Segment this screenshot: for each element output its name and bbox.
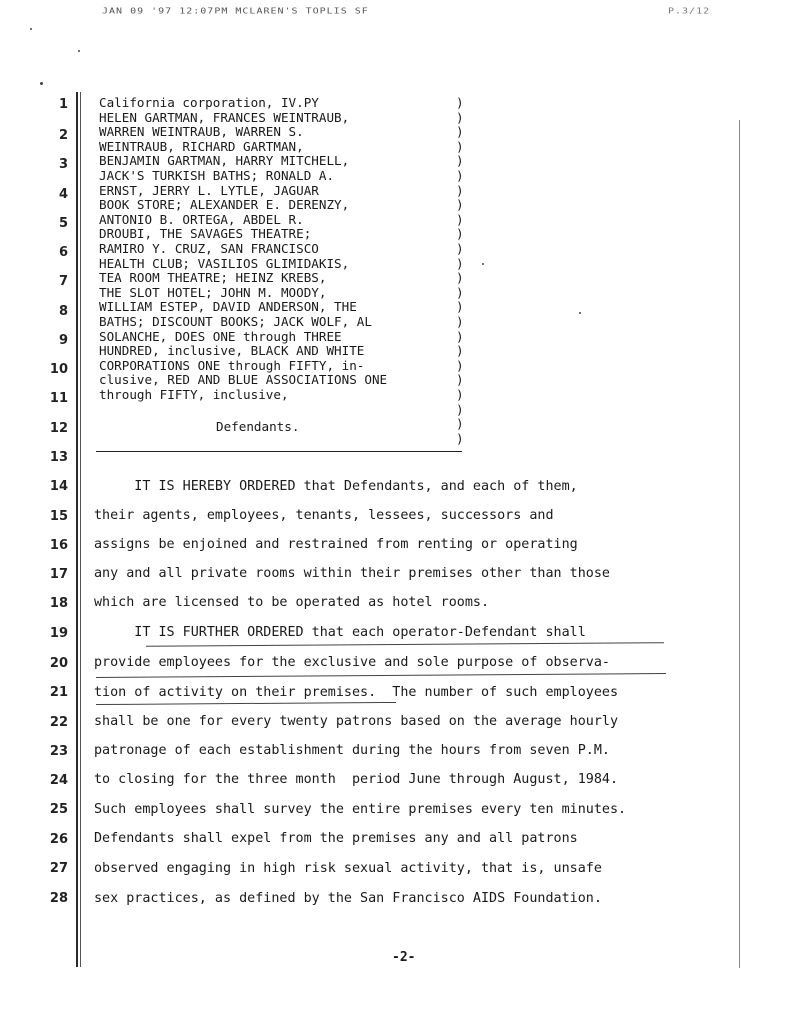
scan-speck [78,50,80,52]
body-line: sex practices, as defined by the San Francisco AIDS Foundation. [94,891,602,906]
pen-underline [96,673,666,678]
caption-paren: ) [456,284,464,300]
line-number: 10 [49,362,68,377]
body-line: Such employees shall survey the entire premises every ten minutes. [94,802,627,817]
caption-line: DROUBI, THE SAVAGES THEATRE; [99,226,312,242]
fax-header: JAN 09 '97 12:07PM MCLAREN'S TOPLIS SF [102,7,369,16]
line-number: 3 [58,157,68,172]
body-line: shall be one for every twenty patrons based on the average hourly [94,714,619,729]
caption-paren: ) [456,109,464,125]
body-line: observed engaging in high risk sexual activity, that is, unsafe [94,861,602,876]
caption-paren: ) [456,270,464,286]
body-line: provide employees for the exclusive and sole purpose of observa- [94,655,610,670]
body-line: any and all private rooms within their premises other than those [94,566,610,581]
line-number: 26 [49,832,68,847]
body-line: which are licensed to be operated as hotel rooms. [94,595,490,610]
line-number: 9 [58,333,68,348]
line-number: 1 [58,97,68,112]
caption-paren: ) [456,95,464,110]
caption-line: ERNST, JERRY L. LYTLE, JAGUAR [99,182,319,198]
scan-speck [40,82,43,85]
scan-speck [482,263,484,265]
scan-speck [579,312,581,314]
caption-paren: ) [456,168,464,183]
caption-line: HEALTH CLUB; VASILIOS GLIMIDAKIS, [99,255,350,271]
line-number: 12 [49,421,68,436]
caption-paren: ) [456,241,464,256]
line-number: 22 [49,715,68,730]
left-margin-rule [76,92,78,967]
caption-paren: ) [456,401,464,417]
line-number: 13 [49,450,68,465]
body-line: their agents, employees, tenants, lessees, successors and [94,508,554,523]
caption-line: HUNDRED, inclusive, BLACK AND WHITE [99,343,365,359]
line-number: 2 [58,128,68,143]
body-line: Defendants shall expel from the premises any and all patrons [94,831,578,846]
caption-line: THE SLOT HOTEL; JOHN M. MOODY, [99,284,327,300]
caption-paren: ) [456,226,464,242]
line-number: 27 [49,861,68,876]
caption-line: BOOK STORE; ALEXANDER E. DERENZY, [99,197,350,213]
line-number: 18 [49,596,68,611]
line-number: 23 [49,744,68,759]
line-number: 6 [58,245,68,260]
caption-paren: ) [456,328,464,344]
body-line: to closing for the three month period June through August, 1984. [94,772,619,787]
line-number: 15 [49,509,68,524]
right-margin-rule [739,120,740,968]
caption-paren: ) [456,182,464,198]
body-line: IT IS HEREBY ORDERED that Defendants, and each of them, [94,479,578,494]
caption-rule [96,451,462,452]
line-number: 16 [49,538,68,553]
line-number: 8 [58,304,68,319]
caption-paren: ) [456,387,464,402]
caption-line: SOLANCHE, DOES ONE through THREE [99,328,342,344]
caption-line: WEINTRAUB, RICHARD GARTMAN, [99,138,304,154]
caption-line: BATHS; DISCOUNT BOOKS; JACK WOLF, AL [99,314,372,329]
page-number: -2- [392,950,416,965]
caption-line: BENJAMIN GARTMAN, HARRY MITCHELL, [99,153,350,169]
line-number: 14 [49,479,68,494]
caption-line: WARREN WEINTRAUB, WARREN S. [99,124,304,140]
line-number: 4 [58,187,68,202]
caption-line: TEA ROOM THEATRE; HEINZ KREBS, [99,270,327,286]
caption-line: through FIFTY, inclusive, [99,387,289,402]
line-number: 28 [49,891,68,906]
body-line: assigns be enjoined and restrained from renting or operating [94,537,578,552]
line-number: 24 [49,773,68,788]
caption-line: California corporation, IV.PY [99,95,319,110]
caption-paren: ) [456,255,464,271]
caption-paren: ) [456,314,464,329]
left-margin-rule-inner [80,92,81,967]
line-number: 25 [49,802,68,817]
caption-paren: ) [456,138,464,154]
caption-paren: ) [456,372,464,388]
caption-paren: ) [456,343,464,359]
caption-line: WILLIAM ESTEP, DAVID ANDERSON, THE [99,299,357,315]
caption-paren: ) [456,299,464,315]
caption-line: JACK'S TURKISH BATHS; RONALD A. [99,168,335,183]
pen-underline [96,702,396,705]
line-number: 19 [49,626,68,641]
defendants-label: Defendants. [216,419,300,434]
line-number: 5 [58,216,68,231]
caption-line: HELEN GARTMAN, FRANCES WEINTRAUB, [99,109,350,125]
body-line: tion of activity on their premises. The number of such employees [94,685,619,700]
caption-line: RAMIRO Y. CRUZ, SAN FRANCISCO [99,241,319,256]
caption-paren: ) [456,211,464,227]
caption-paren: ) [456,124,464,140]
caption-paren: ) [456,357,464,373]
caption-paren: ) [456,153,464,169]
caption-line: ANTONIO B. ORTEGA, ABDEL R. [99,211,304,227]
caption-paren: ) [456,197,464,213]
fax-page-indicator: P.3/12 [668,7,711,16]
line-number: 17 [49,567,68,582]
caption-paren: ) [456,416,464,432]
body-line: IT IS FURTHER ORDERED that each operator-Defendant shall [94,625,586,640]
caption-paren: ) [456,430,464,446]
body-line: patronage of each establishment during the hours from seven P.M. [94,743,610,758]
line-number: 21 [49,685,68,700]
scan-speck [30,28,32,30]
caption-line: CORPORATIONS ONE through FIFTY, in- [99,357,365,373]
pen-underline [146,642,664,647]
line-number: 7 [58,274,68,289]
line-number: 20 [49,656,68,671]
line-number: 11 [49,391,68,406]
caption-line: clusive, RED AND BLUE ASSOCIATIONS ONE [99,372,388,388]
